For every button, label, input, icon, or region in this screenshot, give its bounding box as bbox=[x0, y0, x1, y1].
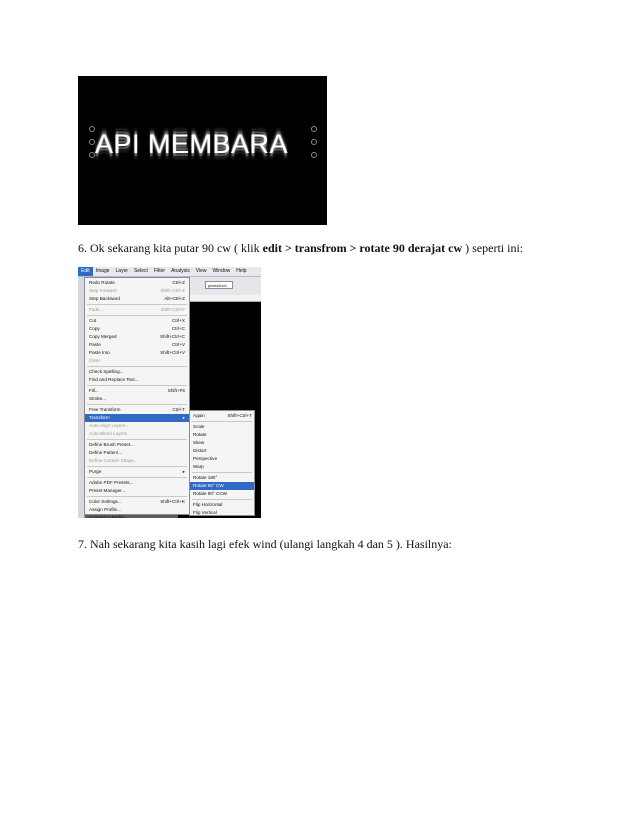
menu-item-label: Paste bbox=[89, 342, 101, 347]
edit-menu-item[interactable] bbox=[85, 387, 189, 395]
menu-item-label: Distort bbox=[193, 448, 207, 453]
menu-separator bbox=[87, 304, 187, 305]
menu-item-shortcut: Ctrl+X bbox=[172, 318, 185, 323]
transform-menu-item[interactable] bbox=[190, 439, 254, 447]
api-membara-image bbox=[78, 76, 327, 225]
transform-menu-item[interactable] bbox=[190, 412, 254, 420]
menu-item-shortcut: Shift+Ctrl+C bbox=[159, 334, 185, 339]
menu-item-label: Find and Replace Text... bbox=[89, 377, 139, 382]
step-6-prefix: 6. Ok sekarang kita putar 90 cw ( klik bbox=[78, 241, 263, 255]
menu-item-label: Again bbox=[193, 413, 205, 418]
menubar-item-analysis[interactable]: Analysis bbox=[171, 268, 190, 274]
transform-menu-item[interactable] bbox=[190, 482, 254, 490]
menu-item-label: Check Spelling... bbox=[89, 369, 124, 374]
ruler bbox=[178, 295, 261, 302]
edit-menu-item[interactable] bbox=[85, 468, 189, 476]
banner-text: API MEMBARA bbox=[95, 129, 289, 159]
photoshop-edit-menu-screenshot bbox=[78, 267, 261, 518]
transform-menu-item[interactable] bbox=[190, 455, 254, 463]
menu-item-label: Adobe PDF Presets... bbox=[89, 480, 134, 485]
menu-item-label: Rotate 180° bbox=[193, 475, 218, 480]
edit-menu-item[interactable] bbox=[85, 498, 189, 506]
transform-submenu bbox=[189, 410, 255, 516]
edit-menu-item[interactable] bbox=[85, 333, 189, 341]
menubar-item-window[interactable]: Window bbox=[212, 268, 231, 274]
menu-item-shortcut: ▸ bbox=[182, 415, 185, 420]
menu-item-label: Stroke... bbox=[89, 396, 107, 401]
transform-menu-item[interactable] bbox=[190, 474, 254, 482]
menu-item-label: Fade... bbox=[89, 307, 104, 312]
edit-menu-item[interactable] bbox=[85, 279, 189, 287]
menu-item-label: Perspective bbox=[193, 456, 218, 461]
transform-menu-item[interactable] bbox=[190, 463, 254, 471]
menu-item-shortcut: Ctrl+C bbox=[171, 326, 185, 331]
menubar-item-filter[interactable]: Filter bbox=[153, 268, 166, 274]
menu-item-label: Define Custom Shape... bbox=[89, 458, 138, 463]
edit-menu-item[interactable] bbox=[85, 449, 189, 457]
menu-item-shortcut: Ctrl+T bbox=[172, 407, 185, 412]
menu-separator bbox=[192, 472, 252, 473]
menu-item-label: Warp bbox=[193, 464, 204, 469]
edit-menu-item[interactable] bbox=[85, 487, 189, 495]
menu-item-label: Define Pattern... bbox=[89, 450, 123, 455]
edit-menu-item[interactable] bbox=[85, 414, 189, 422]
step-7-paragraph: 7. Nah sekarang kita kasih lagi efek wind (ulangi langkah 4 dan 5 ). Hasilnya: bbox=[78, 537, 452, 551]
transform-menu-item[interactable] bbox=[190, 423, 254, 431]
menu-item-label: Convert to Profile... bbox=[89, 515, 129, 518]
transform-menu-item[interactable] bbox=[190, 509, 254, 517]
transform-handle-icon bbox=[311, 152, 317, 158]
edit-menu-item[interactable] bbox=[85, 349, 189, 357]
edit-menu-item[interactable] bbox=[85, 376, 189, 384]
edit-menu-item[interactable] bbox=[85, 441, 189, 449]
transform-menu-item[interactable] bbox=[190, 501, 254, 509]
menu-item-label: Skew bbox=[193, 440, 205, 445]
menu-item-shortcut: Shift+Ctrl+Z bbox=[160, 288, 185, 293]
menubar-item-layer[interactable]: Layer bbox=[115, 268, 129, 274]
menu-item-shortcut: ▸ bbox=[182, 469, 185, 474]
menu-separator bbox=[87, 466, 187, 467]
menubar-item-select[interactable]: Select bbox=[134, 268, 148, 274]
menu-item-label: Auto-Blend Layers bbox=[89, 431, 127, 436]
menu-separator bbox=[87, 366, 187, 367]
resolution-unit-field[interactable]: pixels/inch bbox=[205, 281, 233, 289]
menu-separator bbox=[87, 385, 187, 386]
menu-item-label: Define Brush Preset... bbox=[89, 442, 134, 447]
menu-item-label: Copy bbox=[89, 326, 100, 331]
edit-menu-item[interactable] bbox=[85, 406, 189, 414]
menu-item-label: Flip Vertical bbox=[193, 510, 217, 515]
menu-separator bbox=[87, 439, 187, 440]
menubar-item-help[interactable]: Help bbox=[236, 268, 247, 274]
edit-menu-item[interactable] bbox=[85, 368, 189, 376]
menu-separator bbox=[192, 421, 252, 422]
step-6-suffix: ) seperti ini: bbox=[462, 241, 524, 255]
menu-item-label: Rotate bbox=[193, 432, 207, 437]
menu-item-label: Rotate 90° CCW bbox=[193, 491, 228, 496]
menubar-item-edit[interactable]: Edit bbox=[78, 267, 93, 276]
transform-menu-item[interactable] bbox=[190, 431, 254, 439]
edit-menu-item[interactable] bbox=[85, 479, 189, 487]
edit-menu-item[interactable] bbox=[85, 295, 189, 303]
menu-separator bbox=[87, 496, 187, 497]
menu-item-label: Rotate 90° CW bbox=[193, 483, 224, 488]
menu-item-label: Color Settings... bbox=[89, 499, 122, 504]
menu-item-label: Fill... bbox=[89, 388, 99, 393]
transform-menu-item[interactable] bbox=[190, 447, 254, 455]
edit-menu-item[interactable] bbox=[85, 514, 189, 518]
menu-item-shortcut: Shift+Ctrl+V bbox=[160, 350, 185, 355]
menu-item-label: Cut bbox=[89, 318, 97, 323]
edit-menu-item[interactable] bbox=[85, 306, 189, 314]
menu-item-shortcut: Shift+Ctrl+F bbox=[160, 307, 185, 312]
step-6-bold: edit > transfrom > rotate 90 derajat cw bbox=[262, 241, 463, 255]
menu-item-label: Auto-Align Layers... bbox=[89, 423, 130, 428]
menu-item-label: Scale bbox=[193, 424, 205, 429]
menu-item-shortcut: Alt+Ctrl+Z bbox=[164, 296, 185, 301]
step-6-paragraph bbox=[78, 241, 523, 256]
menu-item-label: Copy Merged bbox=[89, 334, 117, 339]
options-bar bbox=[178, 277, 261, 296]
menu-item-label: Flip Horizontal bbox=[193, 502, 223, 507]
edit-menu bbox=[84, 277, 190, 518]
menu-item-shortcut: Shift+F5 bbox=[167, 388, 185, 393]
menu-item-shortcut: Shift+Ctrl+K bbox=[160, 499, 185, 504]
menu-separator bbox=[87, 477, 187, 478]
menu-bar bbox=[78, 267, 261, 277]
menu-item-label: Transform bbox=[89, 415, 110, 420]
transform-menu-item[interactable] bbox=[190, 490, 254, 498]
menu-item-shortcut: Ctrl+V bbox=[172, 342, 185, 347]
menubar-item-view[interactable]: View bbox=[195, 268, 207, 274]
menu-separator bbox=[87, 315, 187, 316]
menu-item-shortcut: Ctrl+Z bbox=[172, 280, 185, 285]
menu-item-label: Preset Manager... bbox=[89, 488, 126, 493]
transform-handle-icon bbox=[311, 126, 317, 132]
menu-separator bbox=[192, 499, 252, 500]
menu-item-label: Step Forward bbox=[89, 288, 117, 293]
edit-menu-item[interactable] bbox=[85, 422, 189, 430]
edit-menu-item[interactable] bbox=[85, 430, 189, 438]
edit-menu-item[interactable] bbox=[85, 325, 189, 333]
edit-menu-item[interactable] bbox=[85, 357, 189, 365]
edit-menu-item[interactable] bbox=[85, 457, 189, 465]
menu-item-shortcut: Shift+Ctrl+T bbox=[227, 413, 252, 418]
menu-item-label: Step Backward bbox=[89, 296, 120, 301]
edit-menu-item[interactable] bbox=[85, 287, 189, 295]
edit-menu-item[interactable] bbox=[85, 395, 189, 403]
menu-item-label: Assign Profile... bbox=[89, 507, 121, 512]
transform-handle-icon bbox=[311, 139, 317, 145]
menu-item-label: Free Transform bbox=[89, 407, 121, 412]
edit-menu-item[interactable] bbox=[85, 506, 189, 514]
menu-item-label: Paste Into bbox=[89, 350, 110, 355]
menu-item-label: Redo Rotate bbox=[89, 280, 115, 285]
edit-menu-item[interactable] bbox=[85, 317, 189, 325]
menubar-item-image[interactable]: Image bbox=[95, 268, 110, 274]
menu-separator bbox=[87, 404, 187, 405]
menu-item-label: Clear bbox=[89, 358, 100, 363]
edit-menu-item[interactable] bbox=[85, 341, 189, 349]
menu-item-label: Purge bbox=[89, 469, 102, 474]
